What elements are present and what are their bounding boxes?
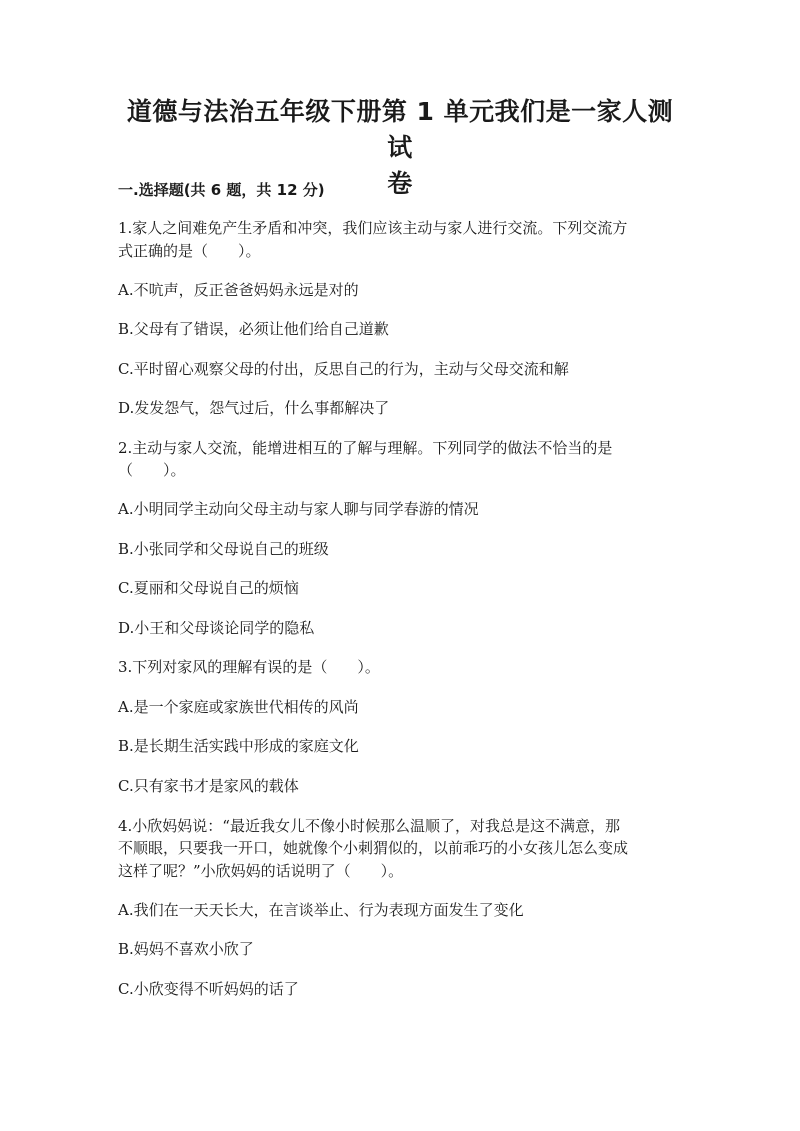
question-4-option-b: B.妈妈不喜欢小欣了 bbox=[118, 940, 254, 958]
section-heading: 一.选择题(共 6 题，共 12 分) bbox=[118, 181, 325, 199]
question-3-option-b: B.是长期生活实践中形成的家庭文化 bbox=[118, 737, 359, 755]
question-1-option-c: C.平时留心观察父母的付出，反思自己的行为，主动与父母交流和解 bbox=[118, 360, 569, 378]
question-1-stem-line-2: 式正确的是（ ）。 bbox=[118, 242, 261, 260]
question-2-stem-line-1: 2.主动与家人交流，能增进相互的了解与理解。下列同学的做法不恰当的是 bbox=[118, 439, 613, 457]
question-4-stem-line-3: 这样了呢？”小欣妈妈的话说明了（ ）。 bbox=[118, 862, 404, 880]
question-3-option-c: C.只有家书才是家风的载体 bbox=[118, 777, 299, 795]
question-3-stem: 3.下列对家风的理解有误的是（ ）。 bbox=[118, 658, 380, 676]
question-4-option-c: C.小欣变得不听妈妈的话了 bbox=[118, 980, 299, 998]
question-1-option-d: D.发发怨气，怨气过后，什么事都解决了 bbox=[118, 399, 390, 417]
question-1-stem-line-1: 1.家人之间难免产生矛盾和冲突，我们应该主动与家人进行交流。下列交流方 bbox=[118, 219, 628, 237]
title-line-2: 卷 bbox=[387, 169, 413, 198]
question-1-option-b: B.父母有了错误，必须让他们给自己道歉 bbox=[118, 320, 389, 338]
question-2-option-c: C.夏丽和父母说自己的烦恼 bbox=[118, 579, 299, 597]
question-1-option-a: A.不吭声，反正爸爸妈妈永远是对的 bbox=[118, 281, 359, 299]
question-2-option-b: B.小张同学和父母说自己的班级 bbox=[118, 540, 329, 558]
question-2-option-d: D.小王和父母谈论同学的隐私 bbox=[118, 619, 315, 637]
question-4-option-a: A.我们在一天天长大，在言谈举止、行为表现方面发生了变化 bbox=[118, 901, 524, 919]
title-line-1: 道德与法治五年级下册第 1 单元我们是一家人测试 bbox=[126, 97, 674, 162]
question-2-stem-line-2: （ ）。 bbox=[118, 461, 186, 479]
question-4-stem-line-2: 不顺眼，只要我一开口，她就像个小刺猬似的，以前乖巧的小女孩儿怎么变成 bbox=[118, 839, 629, 857]
question-2-option-a: A.小明同学主动向父母主动与家人聊与同学春游的情况 bbox=[118, 500, 479, 518]
question-4-stem-line-1: 4.小欣妈妈说：“最近我女儿不像小时候那么温顺了，对我总是这不满意，那 bbox=[118, 817, 620, 835]
question-3-option-a: A.是一个家庭或家族世代相传的风尚 bbox=[118, 698, 359, 716]
